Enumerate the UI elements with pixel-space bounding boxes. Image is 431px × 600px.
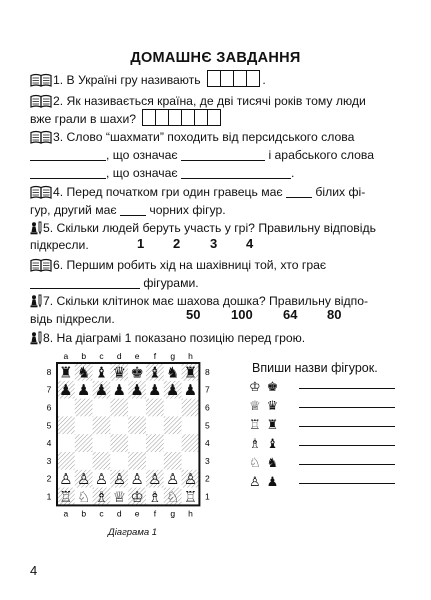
answer-blank[interactable] [30,178,106,179]
answer-line[interactable] [299,483,395,484]
chess-piece: ♞ [76,363,91,382]
rank-label: 1 [205,491,210,502]
board-square [93,434,111,452]
figures-heading: Впиши назви фігурок. [252,361,378,375]
rank-label: 2 [205,473,210,484]
rank-label: 3 [46,455,52,466]
black-piece-icon: ♟ [266,475,279,490]
option[interactable]: 64 [283,307,298,322]
board-square [182,452,200,470]
question-4-text-4: чорних фігур. [149,203,226,217]
rank-label: 7 [205,384,210,395]
answer-blank[interactable] [181,178,291,179]
answer-line[interactable] [299,426,395,427]
question-3-line3 [30,164,410,182]
question-8-text: 8. На діаграмі 1 показано позицію перед грою. [43,331,306,345]
black-piece-icon: ♝ [266,437,279,452]
page-title: ДОМАШНЄ ЗАВДАННЯ [130,50,301,66]
board-square [164,399,182,417]
answer-blank[interactable] [30,288,140,289]
file-label: a [63,351,69,361]
rank-label: 8 [205,366,210,377]
chess-piece: ♟ [183,381,198,400]
board-square [182,399,200,417]
file-label: h [188,351,193,361]
book-icon [30,185,52,199]
question-1 [30,70,410,89]
question-4-text-2: білих фі- [315,185,366,199]
answer-line[interactable] [299,407,395,408]
question-6-text-2: фігурами. [143,276,199,290]
white-piece-icon: ♔ [249,380,261,395]
option[interactable]: 50 [186,307,201,322]
black-piece-icon: ♚ [266,380,279,395]
book-icon [30,73,52,87]
option[interactable]: 1 [137,236,145,251]
rank-label: 1 [46,491,52,502]
rank-label: 2 [46,473,52,484]
book-icon [30,258,52,272]
board-square [146,452,164,470]
board-square [110,416,128,434]
rank-label: 7 [46,384,52,395]
question-7-text: 7. Скільки клітинок має шахова дошка? Правильну відпо- [43,294,369,308]
board-square [182,434,200,452]
question-4-line2 [30,201,410,219]
chessboard [38,348,218,518]
chess-piece: ♟ [59,381,73,400]
question-2-text: 2. Як називається країна, де дві тисячі років тому люди [53,94,366,108]
white-piece-icon: ♙ [249,475,261,490]
question-3 [30,128,410,146]
answer-boxes[interactable] [207,70,259,89]
answer-blank[interactable] [30,160,106,161]
board-square [110,399,128,417]
chess-piece: ♜ [183,363,198,382]
board-square [128,452,146,470]
answer-blank[interactable] [120,215,146,216]
file-label: g [170,351,176,361]
board-square [57,416,75,434]
answer-boxes[interactable] [142,109,220,128]
question-2 [30,92,410,110]
board-square [182,416,200,434]
pawn-pencil-icon [30,331,42,345]
option[interactable]: 100 [231,307,253,322]
board-square [128,434,146,452]
rank-label: 8 [46,366,52,377]
figure-row [249,435,279,452]
white-piece-icon: ♘ [249,456,261,471]
question-1-text: 1. В Україні гру називають [53,73,201,87]
board-square [75,452,93,470]
chess-piece: ♟ [112,381,127,400]
rank-label: 5 [205,420,210,431]
question-3-text-3: і арабського слова [268,148,374,162]
question-6-text: 6. Першим робить хід на шахівниці той, хто грає [53,258,327,272]
chess-piece: ♗ [148,488,162,506]
chess-piece: ♟ [148,381,162,400]
file-label: a [63,508,69,518]
chess-piece: ♟ [94,381,109,400]
question-7 [30,292,410,310]
question-5 [30,219,410,237]
board-square [164,452,182,470]
figure-row [249,454,279,471]
file-label: h [188,508,193,518]
pawn-pencil-icon [30,294,42,308]
question-4-text-3: гур, другий має [30,203,117,217]
answer-blank[interactable] [286,197,312,198]
board-square [57,452,75,470]
board-square [128,399,146,417]
question-6 [30,256,410,274]
board-square [128,416,146,434]
chess-piece: ♗ [94,488,109,506]
option[interactable]: 2 [173,236,181,251]
chess-piece: ♜ [59,363,73,382]
question-5-text: 5. Скільки людей беруть участь у грі? Правильну відповідь [43,221,376,235]
chess-piece: ♙ [112,470,127,489]
figure-row [249,416,279,433]
file-label: d [116,351,122,361]
board-square [93,452,111,470]
rank-label: 4 [46,438,52,449]
answer-line[interactable] [299,464,395,465]
board-square [110,452,128,470]
board-square [93,399,111,417]
option[interactable]: 80 [327,307,342,322]
chess-piece: ♟ [165,381,180,400]
chess-piece: ♙ [76,470,91,489]
chess-piece: ♝ [148,363,162,382]
board-square [146,434,164,452]
file-label: g [170,508,176,518]
question-3-text-2: , що означає [106,148,178,162]
option[interactable]: 3 [210,236,218,251]
question-5-line2 [30,236,410,254]
question-5-text-2: підкресли. [30,238,89,252]
chess-piece: ♝ [94,363,109,382]
board-square [146,416,164,434]
black-piece-icon: ♛ [266,399,279,414]
black-piece-icon: ♞ [266,456,279,471]
chess-piece: ♘ [165,488,180,506]
rank-label: 4 [205,438,210,449]
rank-label: 3 [205,455,210,466]
question-7-line2 [30,310,410,328]
board-square [164,416,182,434]
board-square [75,399,93,417]
chess-piece: ♙ [130,470,144,489]
answer-line[interactable] [299,388,395,389]
rank-label: 6 [205,402,210,413]
chessboard-diagram [38,348,218,523]
rank-label: 6 [46,402,52,413]
chess-piece: ♙ [148,470,162,489]
figure-row [249,473,279,490]
chess-piece: ♟ [130,381,144,400]
black-piece-icon: ♜ [266,418,279,433]
board-square [57,399,75,417]
question-4-text: 4. Перед початком гри один гравець має [53,185,283,199]
board-square [75,434,93,452]
board-square [110,434,128,452]
white-piece-icon: ♕ [249,399,261,414]
white-piece-icon: ♗ [249,437,261,452]
question-4 [30,183,410,201]
pawn-pencil-icon [30,221,42,235]
file-label: c [99,351,104,361]
board-square [164,434,182,452]
question-2-text-2: вже грали в шахи? [30,112,137,126]
file-label: f [153,351,157,361]
rank-label: 5 [46,420,52,431]
chess-piece: ♙ [94,470,109,489]
file-label: f [153,508,157,518]
chess-piece: ♙ [183,470,198,489]
board-square [93,416,111,434]
diagram-caption: Діаграма 1 [108,527,158,538]
chess-piece: ♞ [165,363,180,382]
question-7-text-2: відь підкресли. [30,312,115,326]
page-number: 4 [30,563,38,578]
option[interactable]: 4 [246,236,254,251]
question-1-end: . [262,73,266,87]
book-icon [30,94,52,108]
figure-row [249,378,279,395]
chess-piece: ♔ [130,488,144,506]
chess-piece: ♙ [165,470,180,489]
chess-piece: ♘ [76,488,91,506]
board-square [146,399,164,417]
chess-piece: ♛ [112,363,127,382]
chess-piece: ♕ [112,488,127,506]
answer-line[interactable] [299,445,395,446]
question-3-text: 3. Слово “шахмати” походить від персидського слова [53,130,355,144]
file-label: b [81,351,87,361]
question-3-text-4: , що означає [106,166,178,180]
question-8 [30,329,410,347]
chess-piece: ♟ [76,381,91,400]
file-label: c [99,508,104,518]
file-label: e [134,508,140,518]
answer-blank[interactable] [181,160,265,161]
chess-piece: ♚ [130,363,144,382]
chess-piece: ♙ [59,470,73,489]
file-label: e [134,351,140,361]
chess-piece: ♖ [59,488,73,506]
white-piece-icon: ♖ [249,418,261,433]
question-6-line2 [30,274,410,292]
question-3-line2 [30,146,410,164]
board-square [57,434,75,452]
file-label: b [81,508,87,518]
board-square [75,416,93,434]
chess-piece: ♖ [183,488,198,506]
question-2-line2 [30,109,410,128]
question-3-text-5: . [291,166,295,180]
figure-row [249,397,279,414]
file-label: d [116,508,122,518]
book-icon [30,130,52,144]
